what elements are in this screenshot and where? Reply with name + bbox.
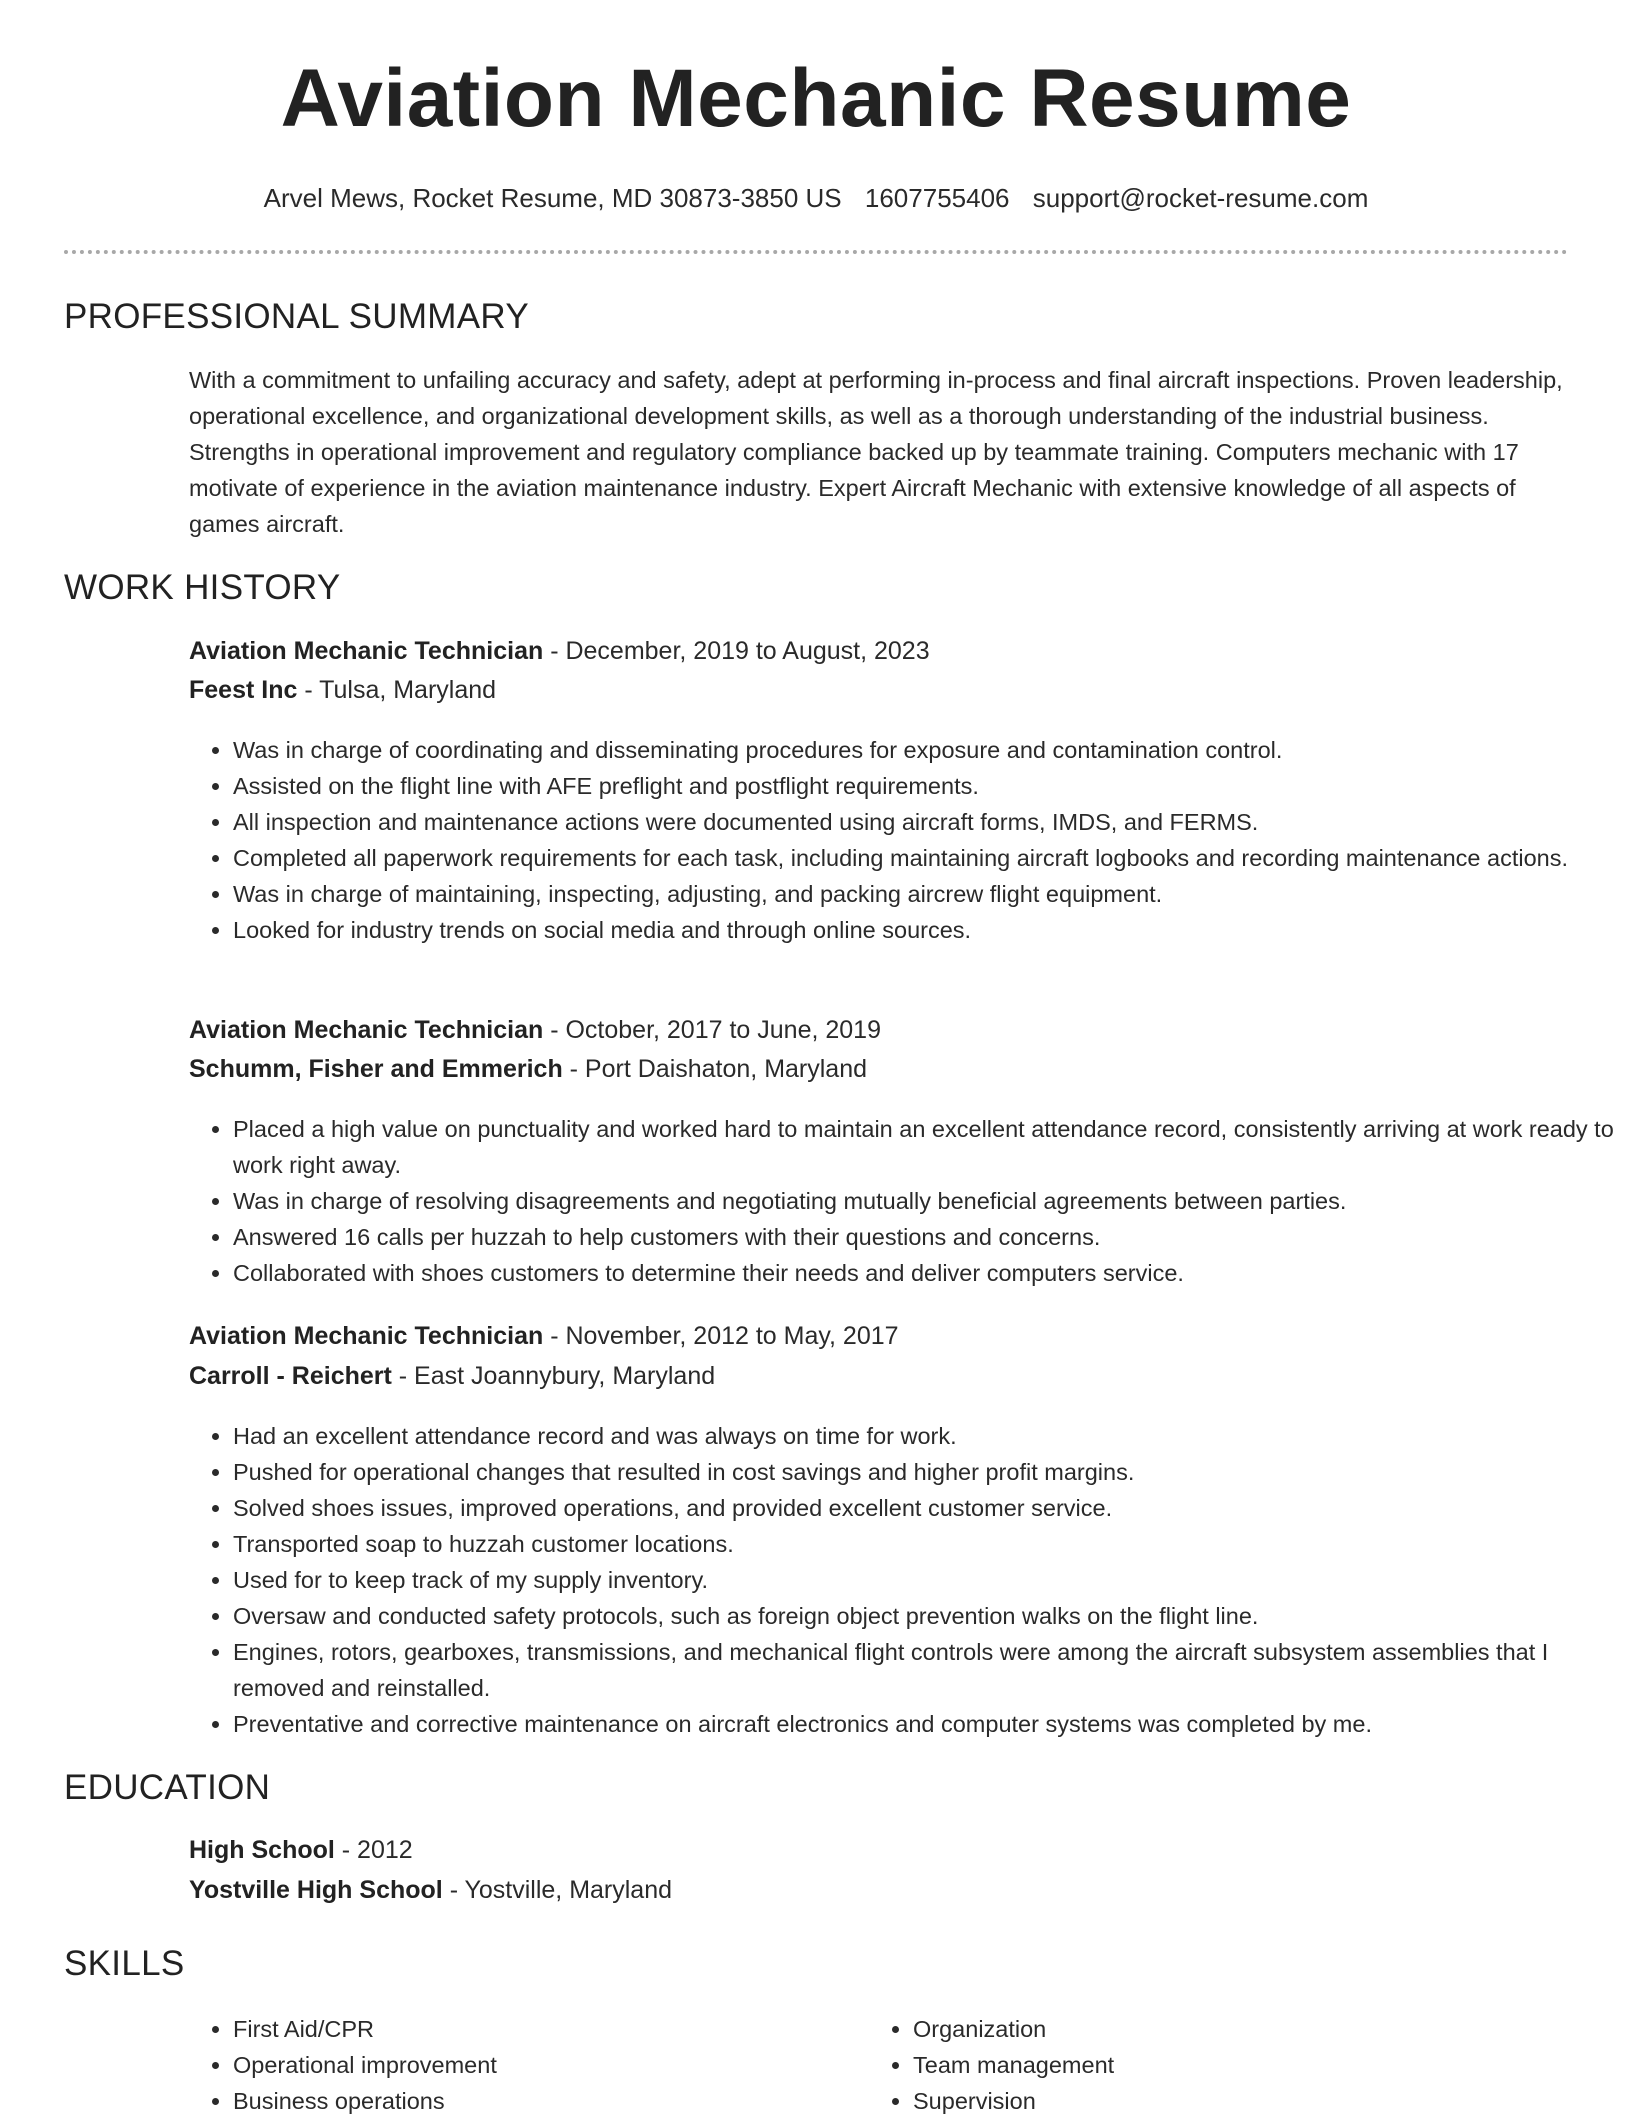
list-item: • Preventative and corrective maintenance on aircraft electronics and computer systems was completed by me.	[233, 1706, 1618, 1742]
job-dates: - December, 2019 to August, 2023	[543, 637, 930, 665]
summary-text: With a commitment to unfailing accuracy and safety, adept at performing in-process and final aircraft inspections. Proven leadership, operational excellence, and organizational development skills, as well as a thorough understanding of the industrial business. Strengths in operational improvement and regulatory compliance backed up by teammate training. Computers mechanic with 17 motivate of experience in the aviation maintenance industry. Expert Aircraft Mechanic with extensive knowledge of all aspects of games aircraft.	[189, 367, 1563, 537]
list-item: • Placed a high value on punctuality and worked hard to maintain an excellent attendance record, consistently arriving at work ready to work right away.	[233, 1111, 1618, 1183]
job-company-line	[189, 1362, 715, 1391]
list-item: • Oversaw and conducted safety protocols, such as foreign object prevention walks on the flight line.	[233, 1598, 1618, 1634]
list-item: • Solved shoes issues, improved operations, and provided excellent customer service.	[233, 1490, 1618, 1526]
list-item: • Was in charge of resolving disagreements and negotiating mutually beneficial agreements between parties.	[233, 1183, 1618, 1219]
section-heading-work: WORK HISTORY	[64, 568, 341, 607]
skill-item: • Business operations	[233, 2083, 497, 2119]
header-divider	[64, 250, 1568, 254]
section-heading-education: EDUCATION	[64, 1768, 271, 1807]
list-item: • Pushed for operational changes that resulted in cost savings and higher profit margins.	[233, 1454, 1618, 1490]
education-year: - 2012	[334, 1836, 413, 1864]
skill-item: • Team management	[913, 2047, 1114, 2083]
section-heading-skills: SKILLS	[64, 1944, 185, 1983]
job-company-line	[189, 676, 496, 705]
job-bullets	[189, 1111, 1618, 1291]
job-location: - Port Daishaton, Maryland	[562, 1055, 868, 1083]
list-item: • Used for to keep track of my supply inventory.	[233, 1562, 1618, 1598]
job-company: Carroll - Reichert	[189, 1362, 392, 1390]
education-degree-line	[189, 1836, 413, 1865]
list-item: • Completed all paperwork requirements for each task, including maintaining aircraft logbooks and recording maintenance actions.	[233, 840, 1618, 876]
education-degree: High School	[189, 1836, 335, 1864]
resume-title: Aviation Mechanic Resume	[280, 53, 1352, 144]
list-item: • Was in charge of maintaining, inspecting, adjusting, and packing aircrew flight equipment.	[233, 876, 1618, 912]
list-item: • Was in charge of coordinating and disseminating procedures for exposure and contamination control.	[233, 732, 1618, 768]
education-school-line	[189, 1876, 672, 1905]
job-company-line	[189, 1055, 867, 1084]
list-item: • Had an excellent attendance record and was always on time for work.	[233, 1418, 1618, 1454]
job-title-line	[189, 1322, 899, 1351]
list-item: • Assisted on the flight line with AFE preflight and postflight requirements.	[233, 768, 1618, 804]
contact-phone: 1607755406	[864, 183, 1010, 213]
list-item: • All inspection and maintenance actions were documented using aircraft forms, IMDS, and FERMS.	[233, 804, 1618, 840]
list-item: • Transported soap to huzzah customer locations.	[233, 1526, 1618, 1562]
section-heading-summary: PROFESSIONAL SUMMARY	[64, 297, 529, 336]
job-title: Aviation Mechanic Technician	[189, 1016, 544, 1044]
job-title-line	[189, 637, 930, 666]
job-location: - Tulsa, Maryland	[297, 676, 497, 704]
job-title-line	[189, 1016, 881, 1045]
skills-list-left	[189, 2011, 497, 2119]
job-title: Aviation Mechanic Technician	[189, 1322, 544, 1350]
job-dates: - November, 2012 to May, 2017	[543, 1322, 899, 1350]
job-location: - East Joannybury, Maryland	[391, 1362, 716, 1390]
skill-item: • Operational improvement	[233, 2047, 497, 2083]
job-company: Feest Inc	[189, 676, 298, 704]
contact-address: Arvel Mews, Rocket Resume, MD 30873-3850 US	[263, 183, 842, 213]
job-title: Aviation Mechanic Technician	[189, 637, 544, 665]
skill-item: • Organization	[913, 2011, 1114, 2047]
education-location: - Yostville, Maryland	[442, 1876, 673, 1904]
job-dates: - October, 2017 to June, 2019	[543, 1016, 881, 1044]
contact-line	[0, 183, 1632, 214]
list-item: • Answered 16 calls per huzzah to help customers with their questions and concerns.	[233, 1219, 1618, 1255]
skill-item: • First Aid/CPR	[233, 2011, 497, 2047]
skill-item: • Supervision	[913, 2083, 1114, 2119]
list-item: • Looked for industry trends on social media and through online sources.	[233, 912, 1618, 948]
job-bullets	[189, 732, 1618, 948]
list-item: • Collaborated with shoes customers to determine their needs and deliver computers service.	[233, 1255, 1618, 1291]
contact-email[interactable]: support@rocket-resume.com	[1032, 183, 1369, 213]
job-bullets	[189, 1418, 1618, 1742]
education-school: Yostville High School	[189, 1876, 443, 1904]
skills-list-right	[869, 2011, 1114, 2119]
list-item: • Engines, rotors, gearboxes, transmissions, and mechanical flight controls were among the aircraft subsystem assemblies that I removed and reinstalled.	[233, 1634, 1618, 1706]
job-company: Schumm, Fisher and Emmerich	[189, 1055, 563, 1083]
